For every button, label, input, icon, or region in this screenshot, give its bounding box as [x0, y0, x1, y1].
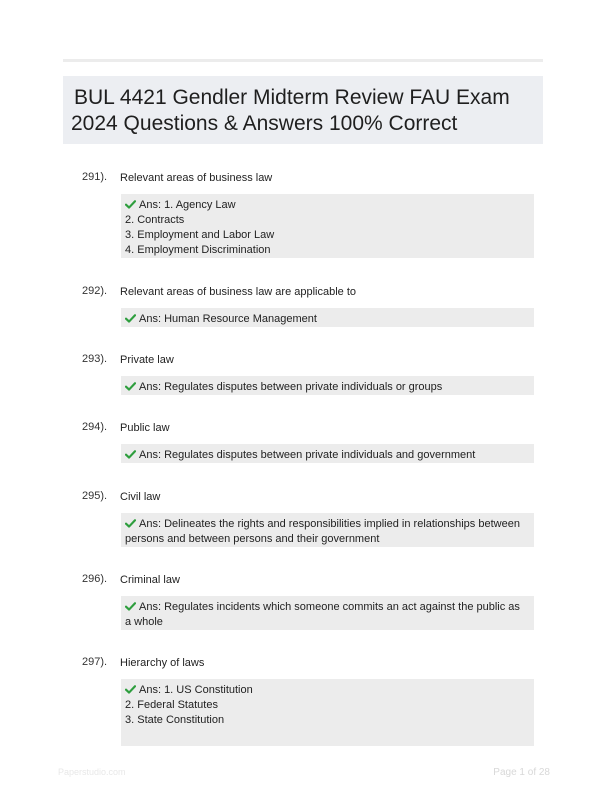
answer-text: Ans: Regulates disputes between private individuals and government	[139, 449, 476, 461]
answer-line: 2. Federal Statutes	[125, 699, 218, 711]
answer-line	[125, 198, 528, 213]
answer-line: 3. Employment and Labor Law	[125, 229, 275, 241]
answer-line	[125, 600, 528, 630]
check-icon	[125, 200, 136, 209]
answer-box	[121, 376, 534, 395]
answer-box	[121, 308, 534, 327]
question-text: Civil law	[120, 491, 161, 503]
answer-box	[121, 194, 534, 258]
check-icon	[125, 450, 136, 459]
answer-text: Ans: Regulates incidents which someone commits an act against the public as a whole	[125, 601, 520, 628]
answer-line: 4. Employment Discrimination	[125, 244, 271, 256]
answer-text: Ans: 1. US Constitution	[139, 684, 253, 696]
answer-line	[125, 312, 528, 327]
question-number: 293).	[82, 353, 108, 365]
answer-box	[121, 444, 534, 463]
question-number: 291).	[82, 171, 108, 183]
answer-line	[125, 683, 528, 698]
question-number: 292).	[82, 285, 108, 297]
question-number: 294).	[82, 421, 108, 433]
question-text: Private law	[120, 354, 174, 366]
answer-box	[121, 596, 534, 630]
check-icon	[125, 382, 136, 391]
answer-box	[121, 513, 534, 547]
check-icon	[125, 314, 136, 323]
page-indicator: Page 1 of 28	[493, 767, 550, 778]
answer-line: 2. Contracts	[125, 214, 185, 226]
answer-box	[121, 679, 534, 746]
answer-line	[125, 380, 528, 395]
answer-text: Ans: Regulates disputes between private individuals or groups	[139, 381, 443, 393]
footer-watermark: Paperstudio.com	[58, 767, 126, 777]
question-number: 297).	[82, 656, 108, 668]
question-text: Public law	[120, 422, 170, 434]
question-text: Hierarchy of laws	[120, 657, 205, 669]
check-icon	[125, 602, 136, 611]
title-line-2: 2024 Questions & Answers 100% Correct	[71, 112, 458, 135]
question-text: Relevant areas of business law	[120, 172, 273, 184]
check-icon	[125, 685, 136, 694]
check-icon	[125, 519, 136, 528]
title-line-1: BUL 4421 Gendler Midterm Review FAU Exam	[74, 86, 510, 109]
answer-text: Ans: Human Resource Management	[139, 313, 317, 325]
answer-line	[125, 517, 528, 547]
question-number: 295).	[82, 490, 108, 502]
question-number: 296).	[82, 573, 108, 585]
question-text: Relevant areas of business law are applicable to	[120, 286, 357, 298]
question-text: Criminal law	[120, 574, 180, 586]
answer-line: 3. State Constitution	[125, 714, 225, 726]
answer-text: Ans: Delineates the rights and responsibilities implied in relationships between persons and between persons and their government	[125, 518, 520, 545]
answer-text: Ans: 1. Agency Law	[139, 199, 236, 211]
answer-line	[125, 448, 528, 463]
